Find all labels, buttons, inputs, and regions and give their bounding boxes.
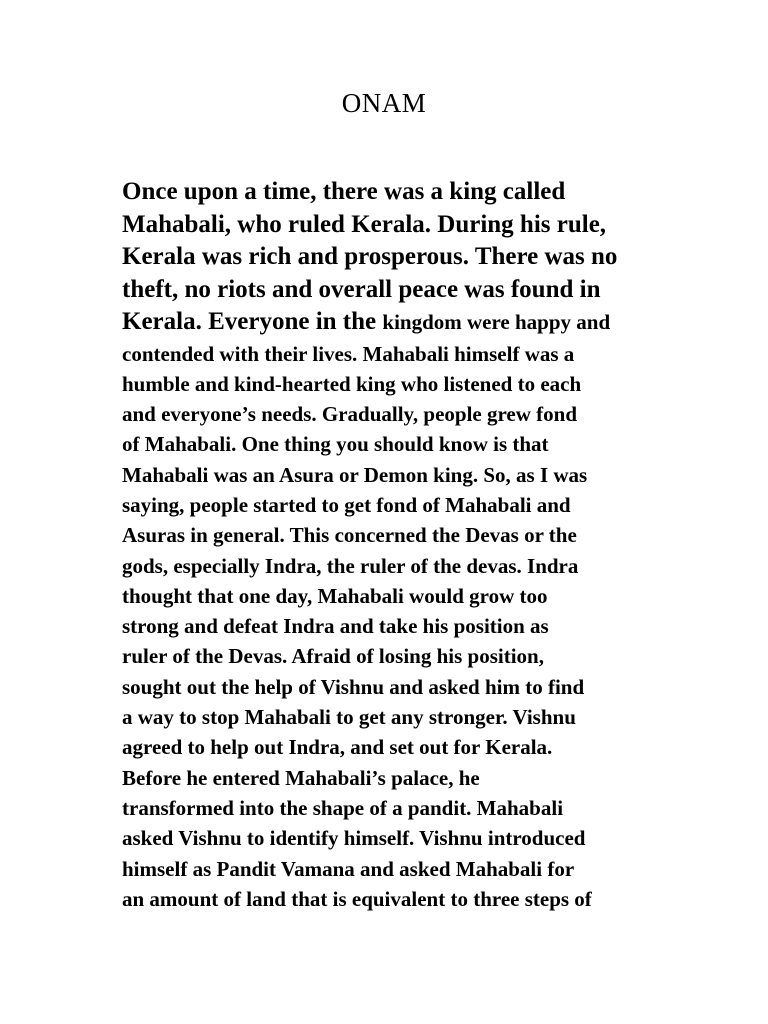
text-line: Mahabali was an Asura or Demon king. So, as I was — [122, 462, 588, 487]
text-line: gods, especially Indra, the ruler of the devas. Indra — [122, 553, 579, 578]
text-line: theft, no riots and overall peace was found in — [122, 275, 601, 303]
text-line: Kerala was rich and prosperous. There was no — [122, 243, 618, 270]
text-line-mixed — [122, 306, 682, 339]
text-line: of Mahabali. One thing you should know is that — [122, 432, 549, 457]
text-line: thought that one day, Mahabali would grow too — [122, 583, 548, 608]
text-line: strong and defeat Indra and take his position as — [122, 614, 549, 639]
document-title: ONAM — [341, 88, 427, 118]
text-line: agreed to help out Indra, and set out for Kerala. — [122, 735, 553, 760]
text-line: himself as Pandit Vamana and asked Mahabali for — [122, 856, 575, 881]
text-segment-large: Kerala. Everyone in the — [122, 308, 383, 335]
text-line: contended with their lives. Mahabali himself was a — [122, 341, 575, 366]
text-segment-small: kingdom were happy and — [382, 310, 611, 334]
text-line: humble and kind-hearted king who listened to each — [122, 371, 582, 396]
text-line: saying, people started to get fond of Mahabali and — [122, 492, 571, 517]
text-line: Asuras in general. This concerned the Devas or the — [122, 523, 577, 548]
story-text — [122, 176, 682, 914]
text-line: ruler of the Devas. Afraid of losing his position, — [122, 644, 544, 669]
text-line: and everyone’s needs. Gradually, people grew fond — [122, 402, 578, 427]
text-line: Before he entered Mahabali’s palace, he — [122, 765, 480, 790]
text-line: Mahabali, who ruled Kerala. During his rule, — [122, 210, 607, 238]
text-line: an amount of land that is equivalent to three steps of — [122, 886, 592, 911]
text-line: Once upon a time, there was a king called — [122, 178, 566, 205]
text-line: asked Vishnu to identify himself. Vishnu introduced — [122, 826, 586, 851]
text-line: sought out the help of Vishnu and asked him to find — [122, 674, 585, 699]
text-line: a way to stop Mahabali to get any stronger. Vishnu — [122, 705, 576, 730]
text-line: transformed into the shape of a pandit. Mahabali — [122, 795, 564, 820]
